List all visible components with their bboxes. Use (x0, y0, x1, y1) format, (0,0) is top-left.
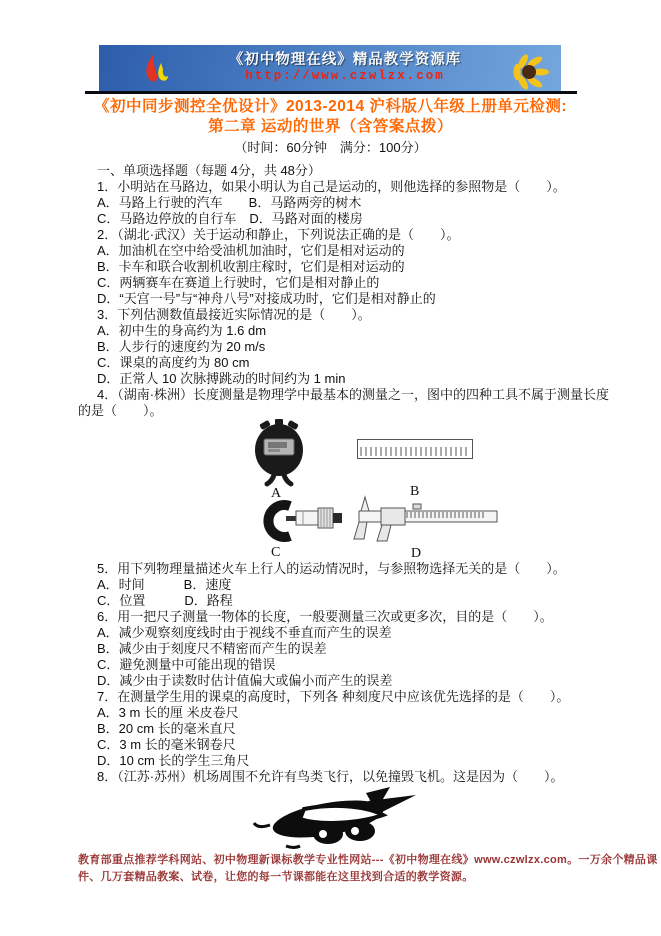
figure-label-a: A (271, 486, 282, 501)
question-7-option-d: D．10 cm 长的学生三角尺 (97, 753, 250, 768)
banner-underline (85, 91, 577, 94)
question-2-option-b: B．卡车和联合收割机收割庄稼时，它们是相对运动的 (97, 259, 405, 274)
title-line-2: 第二章 运动的世界（含答案点拨） (208, 118, 453, 135)
airplane-image (250, 785, 424, 855)
micrometer-image (256, 499, 344, 547)
question-3-option-c: C．课桌的高度约为 80 cm (97, 355, 250, 370)
question-5-options-cd: C．位置 D．路程 (97, 593, 233, 608)
question-2-option-c: C．两辆赛车在赛道上行驶时，它们是相对静止的 (97, 275, 380, 290)
question-6-option-c: C．避免测量中可能出现的错误 (97, 657, 276, 672)
question-body (78, 163, 658, 886)
question-1-stem: 1．小明站在马路边，如果小明认为自己是运动的，则他选择的参照物是（ ）。 (97, 179, 566, 194)
section-header: 一、单项选择题（每题 4分，共 48分） (97, 163, 321, 178)
footer-line-2: 件、几万套精品教案、试卷，让您的每一节课都能在这里找到合适的教学资源。 (78, 871, 474, 883)
question-7-option-b: B．20 cm 长的毫米直尺 (97, 721, 236, 736)
question-2-option-a: A．加油机在空中给受油机加油时，它们是相对运动的 (97, 243, 405, 258)
sunflower-icon (505, 48, 557, 91)
question-7-option-a: A．3 m 长的厘 米皮卷尺 (97, 705, 239, 720)
stopwatch-image (253, 419, 305, 491)
question-5-options-ab: A．时间 B．速度 (97, 577, 232, 592)
banner-site-url: http://www.czwlzx.com (245, 69, 445, 83)
question-6-stem: 6．用一把尺子测量一物体的长度，一般要测量三次或更多次，目的是（ ）。 (97, 609, 553, 624)
question-5-stem: 5．用下列物理量描述火车上行人的运动情况时，与参照物选择无关的是（ ）。 (97, 561, 566, 576)
page-footer (78, 852, 658, 886)
flame-logo-icon (141, 51, 175, 91)
question-4-stem-line2: 的是（ ）。 (78, 403, 163, 418)
ruler-image (357, 439, 473, 459)
footer-line-1: 教育部重点推荐学科网站、初中物理新课标教学专业性网站---《初中物理在线》www.czwlzx.com。一万余个精品课 (78, 854, 658, 866)
question-3-option-b: B．人步行的速度约为 20 m/s (97, 339, 266, 354)
question-3-stem: 3．下列估测数值最接近实际情况的是（ ）。 (97, 307, 371, 322)
question-1-options-cd: C．马路边停放的自行车 D．马路对面的楼房 (97, 211, 363, 226)
question-7-option-c: C．3 m 长的毫米钢卷尺 (97, 737, 236, 752)
question-3-option-d: D．正常人 10 次脉搏跳动的时间约为 1 min (97, 371, 346, 386)
title-line-1: 《初中同步测控全优设计》2013-2014 沪科版八年级上册单元检测: (93, 98, 568, 115)
banner-site-title: 《初中物理在线》精品教学资源库 (228, 52, 462, 68)
question-8-figure (78, 785, 626, 851)
question-8-stem: 8．（江苏·苏州）机场周围不允许有鸟类飞行，以免撞毁飞机。这是因为（ ）。 (97, 769, 564, 784)
document-title (0, 97, 661, 156)
vernier-caliper-image (351, 495, 501, 547)
question-1-options-ab: A．马路上行驶的汽车 B．马路两旁的树木 (97, 195, 362, 210)
site-banner (99, 45, 561, 91)
time-score-meta: （时间：60分钟 满分：100分） (234, 140, 427, 155)
question-7-stem: 7．在测量学生用的课桌的高度时，下列各 种刻度尺中应该优先选择的是（ ）。 (97, 689, 570, 704)
question-3-option-a: A．初中生的身高约为 1.6 dm (97, 323, 267, 338)
figure-label-d: D (411, 546, 422, 561)
figure-label-b: B (410, 484, 420, 499)
question-2-option-d: D．“天宫一号”与“神舟八号”对接成功时，它们是相对静止的 (97, 291, 436, 306)
figure-label-c: C (271, 545, 281, 560)
question-6-option-a: A．减少观察刻度线时由于视线不垂直而产生的误差 (97, 625, 392, 640)
question-6-option-b: B．减少由于刻度尺不精密而产生的误差 (97, 641, 327, 656)
question-4-figure (78, 419, 626, 561)
question-4-stem-line1: 4．（湖南·株洲）长度测量是物理学中最基本的测量之一，图中的四种工具不属于测量长度 (97, 387, 610, 402)
question-6-option-d: D．减少由于读数时估计值偏大或偏小而产生的误差 (97, 673, 393, 688)
question-2-stem: 2．（湖北·武汉）关于运动和静止，下列说法正确的是（ ）。 (97, 227, 460, 242)
